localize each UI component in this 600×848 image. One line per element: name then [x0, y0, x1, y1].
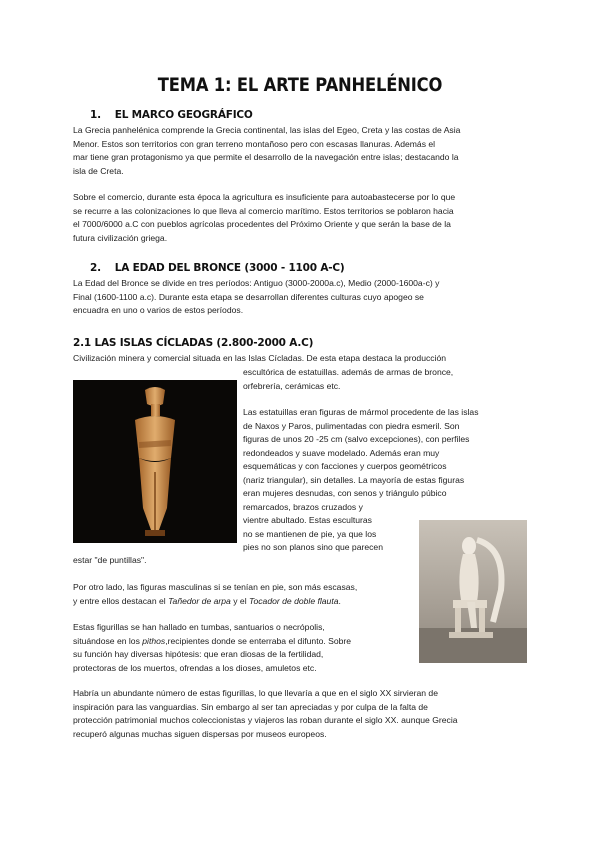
cycladic-idol-image: [73, 380, 237, 543]
section1-paragraph-1: La Grecia panhelénica comprende la Grecia continental, las islas del Egeo, Creta y las costas de Asia Menor. Estos son territorios con gran terreno montañoso pero con escasas llanuras. Además el mar tiene gran protagonismo ya que permite el desarrollo de la navegación entre islas; destacando la isla de Creta.: [73, 125, 461, 176]
section2-heading: [90, 262, 345, 274]
cycladic-idol-illustration: [73, 380, 237, 543]
pithos-term: pithos: [142, 635, 166, 646]
harp-player-title: Tañedor de arpa: [168, 595, 231, 606]
section21-right-text-2: Las estatuillas eran figuras de mármol procedente de las islas de Naxos y Paros, pulimentadas con piedra esmeril. Son figuras de unos 20 -25 cm (salvo excepciones), con perfiles redondeados y suave modelado. Además eran muy esquemáticas y con facciones y cuerpos geométricos (nariz triangular), sin detalles. La mayoría de estas figuras eran mujeres desnudas, con senos y triángulo púbico remarcados, brazos cruzados y: [243, 407, 479, 512]
section21-male-figures-paragraph: Por otro lado, las figuras masculinas si se tenían en pie, son más escasas, y entre ellos destacan el Tañedor de arpa y el Tocador de doble flauta.: [73, 582, 358, 606]
harp-player-image: [419, 520, 527, 663]
section1-heading: [90, 109, 253, 121]
section1-number: 1.: [90, 109, 101, 121]
section21-heading: 2.1 LAS ISLAS CÍCLADAS (2.800-2000 A.C): [73, 337, 314, 349]
section1-paragraph-2: Sobre el comercio, durante esta época la agricultura es insuficiente para autoabastecerse por lo que se recurre a las colonizaciones lo que lleva al comercio marítimo. Estos territorios se poblaron hacia el 7000/6000 a.C con pueblos agrícolas procedentes del Próximo Oriente y que serán la base de la futura civilización griega.: [73, 192, 456, 243]
page-title: TEMA 1: EL ARTE PANHELÉNICO: [157, 74, 443, 96]
section2-paragraph: La Edad del Bronce se divide en tres períodos: Antiguo (3000-2000a.c), Medio (2000-1600a-c) y Final (1600-1100 a.c). Durante esta etapa se desarrollan diferentes culturas cuyo apogeo se encuadra en uno o varios de estos períodos.: [73, 278, 440, 315]
section21-tail-text: estar "de puntillas".: [73, 555, 147, 565]
section2-number: 2.: [90, 262, 101, 274]
section2-title: LA EDAD DEL BRONCE (3000 - 1100 A-C): [114, 262, 345, 274]
section21-final-paragraph: Habría un abundante número de estas figurillas, lo que llevaría a que en el siglo XX sirvieran de inspiración para las vanguardias. Sin embargo al ser tan apreciadas y por culpa de la falta de protección patrimonial muchos coleccionistas y viajeros las roban durante el siglo XX. aunque Grecia recuperó algunas muchas siguen dispersas por museos europeos.: [73, 688, 458, 739]
double-flute-player-title: Tocador de doble flauta: [249, 595, 339, 606]
section21-intro: Civilización minera y comercial situada en las Islas Cícladas. De esta etapa destaca la producción: [73, 353, 447, 363]
section21-mid-text: vientre abultado. Estas esculturas no se mantienen de pie, ya que los pies no son planos sino que parecen: [243, 515, 383, 552]
section21-tombs-paragraph: Estas figurillas se han hallado en tumbas, santuarios o necrópolis, situándose en los pithos,recipientes donde se enterraba el difunto. Sobre su función hay diversas hipótesis: que eran diosas de la fertilidad, protectoras de los muertos, ofrendas a los dioses, amuletos etc.: [73, 622, 352, 673]
harp-player-illustration: [419, 520, 527, 663]
section21-right-text-1: escultórica de estatuillas. además de armas de bronce, orfebrería, cerámicas etc.: [243, 367, 454, 391]
section1-title: EL MARCO GEOGRÁFICO: [114, 109, 253, 121]
